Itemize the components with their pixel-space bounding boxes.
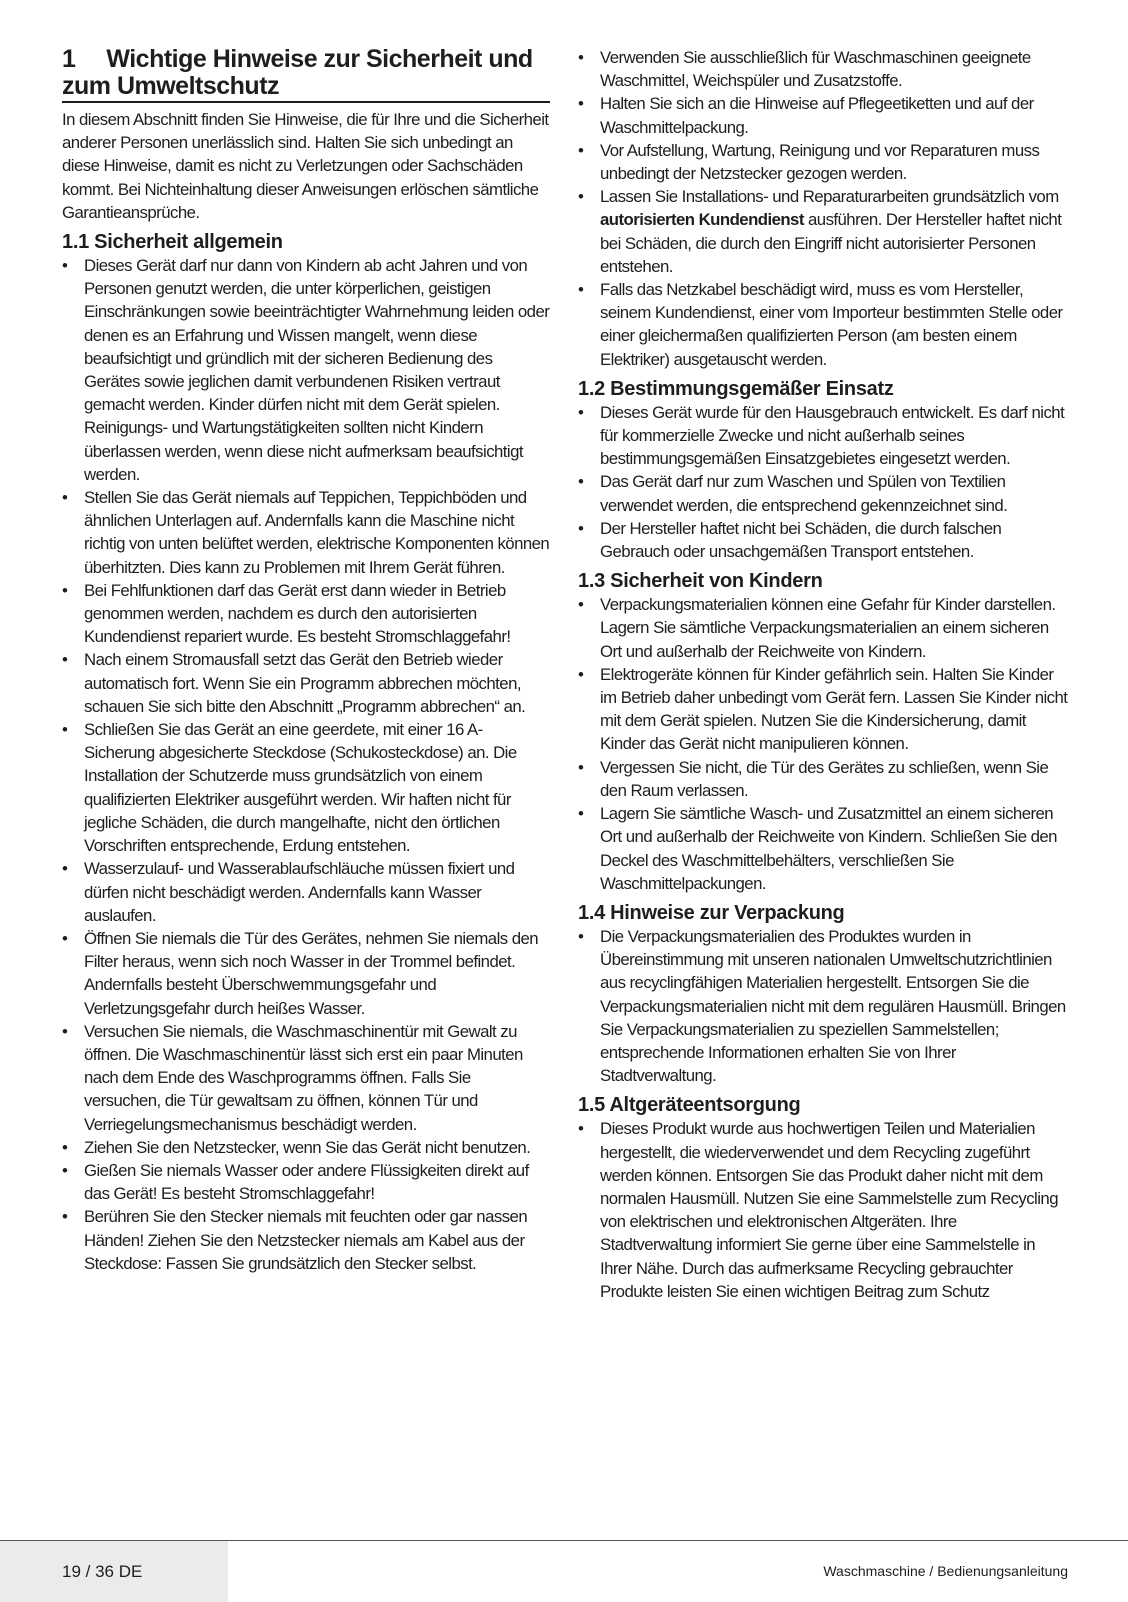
list-item (62, 927, 550, 1020)
intro-paragraph: In diesem Abschnitt finden Sie Hinweise, die für Ihre und die Sicherheit anderer Personen unerlässlich sind. Halten Sie sich unbedingt an diese Hinweise, damit es nicht zu Verletzungen oder Sachschäden kommt. Bei Nichteinhaltung dieser Anweisungen erlöschen sämtliche Garantieansprüche. (62, 110, 549, 222)
list-item (578, 470, 1068, 516)
list-item-text: Nach einem Stromausfall setzt das Gerät den Betrieb wieder automatisch fort. Wenn Sie ein Programm abbrechen möchten, schauen Sie sich bitte den Abschnitt „Programm abbrechen“ an. (84, 650, 526, 716)
list-item (578, 925, 1068, 1087)
list-item (578, 278, 1068, 371)
list-item-text: Bei Fehlfunktionen darf das Gerät erst dann wieder in Betrieb genommen werden, nachdem es durch den autorisierten Kundendienst repariert wurde. Es besteht Stromschlaggefahr! (84, 580, 511, 647)
list-item-text: Schließen Sie das Gerät an eine geerdete, mit einer 16 A-Sicherung abgesicherte Steckdose (Schukosteckdose) an. Die Installation der Schutzerde muss grundsätzlich von einem qualifizierten Elektriker ausgeführt werden. Wir haften nicht für jegliche Schäden, die durch mangelhafte, nicht den örtlichen Vorschriften entsprechende, Erdung entstehen. (84, 720, 517, 856)
list-item-text: Der Hersteller haftet nicht bei Schäden, die durch falschen Gebrauch oder unsachgemäßen Transport entstehen. (600, 518, 1002, 562)
page-number: 19 / 36 DE (0, 1541, 228, 1602)
list-item-text: Versuchen Sie niemals, die Waschmaschinentür mit Gewalt zu öffnen. Die Waschmaschinentür lässt sich erst ein paar Minuten nach dem Ende des Waschprogramms öffnen. Falls Sie versuchen, die Tür gewaltsam zu öffnen, können Tür und Verriegelungsmechanismus beschädigt werden. (84, 1021, 523, 1134)
list-item-text: Vor Aufstellung, Wartung, Reinigung und vor Reparaturen muss unbedingt der Netzstecker gezogen werden. (600, 140, 1040, 184)
list-item (62, 486, 550, 579)
bullet-icon: • (62, 580, 68, 600)
list-item (578, 46, 1068, 92)
bullet-icon: • (62, 256, 68, 276)
list-item (62, 1159, 550, 1205)
left-column (62, 46, 550, 1275)
list-item-text: Die Verpackungsmaterialien des Produktes wurden in Übereinstimmung mit unseren nationalen Umweltschutzrichtlinien aus recyclingfähigen Materialien hergestellt. Entsorgen Sie die Verpackungsmaterialien nicht mit dem regulären Hausmüll. Bringen Sie Verpackungsmaterialien zu speziellen Sammelstellen; entsprechende Informationen erhalten Sie von Ihrer Stadtverwaltung. (600, 926, 1066, 1086)
section-title: 1 Wichtige Hinweise zur Sicherheit und zum Umweltschutz (62, 46, 550, 103)
bullet-icon: • (62, 1137, 68, 1157)
list-1-4 (578, 925, 1068, 1087)
bullet-icon: • (578, 804, 584, 824)
document-title: Waschmaschine / Bedienungsanleitung (823, 1563, 1068, 1579)
list-item (62, 1205, 550, 1275)
bullet-icon: • (578, 48, 584, 67)
list-item-text: Öffnen Sie niemals die Tür des Gerätes, nehmen Sie niemals den Filter heraus, wenn sich noch Wasser in der Trommel befindet. Andernfalls besteht Überschwemmungsgefahr und Verletzungsgefahr durch heißes Wasser. (84, 928, 539, 1018)
list-1-1 (62, 254, 550, 1275)
list-item-text: Falls das Netzkabel beschädigt wird, muss es vom Hersteller, seinem Kundendienst, einer vom Importeur bestimmten Stelle oder einer gleichermaßen qualifizierten Person (am besten einem Elektriker) ausgetauscht werden. (600, 280, 1063, 369)
list-item-text: Halten Sie sich an die Hinweise auf Pflegeetiketten und auf der Waschmittelpackung. (600, 94, 1034, 137)
list-1-1-continued (578, 46, 1068, 371)
right-column (578, 46, 1068, 1303)
list-item-text: Verpackungsmaterialien können eine Gefahr für Kinder darstellen. Lagern Sie sämtliche Verpackungsmaterialien an einem sicheren Ort und außerhalb der Reichweite von Kindern. (600, 595, 1056, 661)
heading-1-3: 1.3 Sicherheit von Kindern (578, 570, 823, 593)
list-item (62, 1020, 550, 1136)
page-footer (0, 1540, 1128, 1602)
bullet-icon: • (578, 664, 584, 684)
service-text-after: ausführen. Der Hersteller haftet nicht bei Schäden, die durch den Eingriff nicht autorisierter Personen entstehen. (600, 210, 1062, 276)
bullet-icon: • (62, 1021, 68, 1041)
list-item (578, 517, 1068, 563)
heading-1-2: 1.2 Bestimmungsgemäßer Einsatz (578, 377, 894, 400)
list-item (578, 401, 1068, 471)
list-item-text: Verwenden Sie ausschließlich für Waschmaschinen geeignete Waschmittel, Weichspüler und Zusatzstoffe. (600, 48, 1031, 91)
service-text-before: Lassen Sie Installations- und Reparaturarbeiten grundsätzlich vom (600, 187, 1059, 207)
bullet-icon: • (578, 595, 584, 615)
bullet-icon: • (62, 859, 68, 879)
list-item-text: Stellen Sie das Gerät niemals auf Teppichen, Teppichböden und ähnlichen Unterlagen auf. Andernfalls kann die Maschine nicht richtig von unten belüftet werden, elektrische Komponenten können überhitzten. Dies kann zu Problemen mit Ihrem Gerät führen. (84, 488, 550, 577)
bullet-icon: • (62, 928, 68, 948)
bullet-icon: • (578, 280, 584, 300)
bullet-icon: • (578, 472, 584, 492)
bullet-icon: • (578, 757, 584, 777)
list-item (62, 1136, 550, 1159)
bullet-icon: • (62, 488, 68, 508)
bullet-icon: • (578, 402, 584, 422)
list-item (578, 593, 1068, 663)
list-1-2 (578, 401, 1068, 563)
list-item (578, 802, 1068, 895)
list-item-text: Gießen Sie niemals Wasser oder andere Flüssigkeiten direkt auf das Gerät! Es besteht Stromschlaggefahr! (84, 1160, 529, 1204)
bullet-icon: • (578, 1119, 584, 1139)
bullet-icon: • (578, 187, 584, 207)
list-item (62, 857, 550, 927)
bullet-icon: • (578, 926, 584, 946)
list-item (62, 254, 550, 486)
list-item (578, 92, 1068, 138)
list-item (578, 756, 1068, 802)
list-item-text: Dieses Gerät darf nur dann von Kindern ab acht Jahren und von Personen genutzt werden, die unter körperlichen, geistigen Einschränkungen sowie beeinträchtigter Wahrnehmung leiden oder denen es an Erfahrung und Wissen mangelt, wenn diese beaufsichtigt und gründlich mit der sicheren Bedienung des Gerätes sowie jeglichen damit verbundenen Risiken vertraut gemacht werden. Kinder dürfen nicht mit dem Gerät spielen. Reinigungs- und Wartungstätigkeiten sollten nicht Kindern überlassen werden, wenn diese nicht aufmerksam beaufsichtigt werden. (84, 256, 550, 484)
list-item-text: Lagern Sie sämtliche Wasch- und Zusatzmittel an einem sicheren Ort und außerhalb der Reichweite von Kindern. Schließen Sie den Deckel des Waschmittelbehälters, verschließen Sie Waschmittelpackungen. (600, 804, 1057, 893)
list-item-text: Wasserzulauf- und Wasserablaufschläuche müssen fixiert und dürfen nicht beschädigt werden. Andernfalls kann Wasser auslaufen. (84, 859, 515, 925)
heading-1-4: 1.4 Hinweise zur Verpackung (578, 901, 845, 924)
bullet-icon: • (578, 94, 584, 114)
list-item (578, 663, 1068, 756)
list-item (62, 579, 550, 649)
service-bold-text: autorisierten Kundendienst (600, 210, 804, 230)
list-item-text: Vergessen Sie nicht, die Tür des Gerätes zu schließen, wenn Sie den Raum verlassen. (600, 757, 1049, 800)
bullet-icon: • (62, 1160, 68, 1180)
list-item-text: Ziehen Sie den Netzstecker, wenn Sie das Gerät nicht benutzen. (84, 1137, 531, 1157)
list-item (578, 1117, 1068, 1303)
bullet-icon: • (578, 140, 584, 160)
list-item-text: Elektrogeräte können für Kinder gefährlich sein. Halten Sie Kinder im Betrieb daher unbedingt vom Gerät fern. Lassen Sie Kinder nicht mit dem Gerät spielen. Nutzen Sie die Kindersicherung, damit Kinder das Gerät nicht manipulieren können. (600, 664, 1068, 754)
heading-1-1: 1.1 Sicherheit allgemein (62, 231, 283, 254)
list-1-5 (578, 1117, 1068, 1303)
bullet-icon: • (62, 1207, 68, 1227)
list-item (62, 718, 550, 857)
list-item-text: Dieses Gerät wurde für den Hausgebrauch entwickelt. Es darf nicht für kommerzielle Zwecke und nicht außerhalb seines bestimmungsgemäßen Einsatzgebietes eingesetzt werden. (600, 402, 1065, 469)
list-item-text: Das Gerät darf nur zum Waschen und Spülen von Textilien verwendet werden, die entsprechend gekennzeichnet sind. (600, 472, 1008, 515)
list-item-text: Berühren Sie den Stecker niemals mit feuchten oder gar nassen Händen! Ziehen Sie den Netzstecker niemals am Kabel aus der Steckdose: Fassen Sie grundsätzlich den Stecker selbst. (84, 1207, 528, 1273)
bullet-icon: • (578, 518, 584, 538)
list-item (578, 185, 1068, 278)
bullet-icon: • (62, 650, 68, 670)
bullet-icon: • (62, 720, 68, 740)
list-item-text: Dieses Produkt wurde aus hochwertigen Teilen und Materialien hergestellt, die wiederverwendet und dem Recycling zugeführt werden können. Entsorgen Sie das Produkt daher nicht mit dem normalen Hausmüll. Nutzen Sie eine Sammelstelle zum Recycling von elektrischen und elektronischen Altgeräten. Ihre Stadtverwaltung informiert Sie gerne über eine Sammelstelle in Ihrer Nähe. Durch das aufmerksame Recycling gebrauchter Produkte leisten Sie einen wichtigen Beitrag zum Schutz (600, 1119, 1058, 1301)
list-item (578, 139, 1068, 185)
list-1-3 (578, 593, 1068, 895)
list-item (62, 648, 550, 718)
heading-1-5: 1.5 Altgeräteentsorgung (578, 1094, 801, 1117)
